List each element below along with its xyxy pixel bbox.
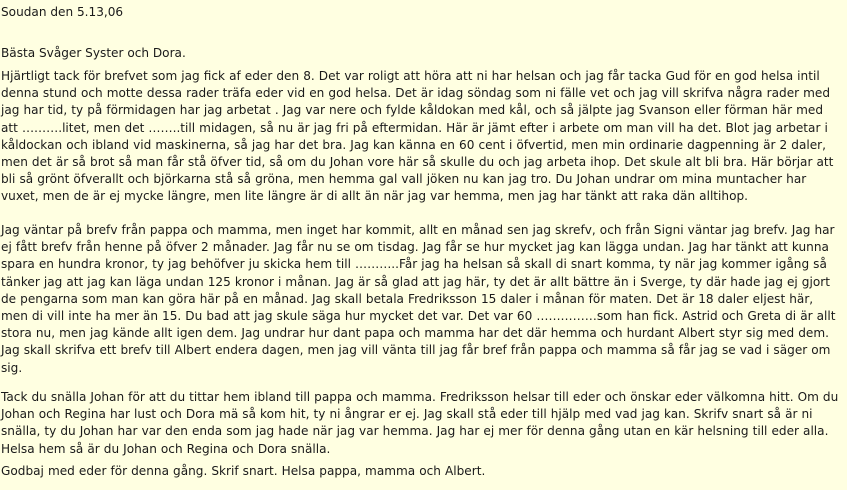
letter-date: Soudan den 5.13,06 bbox=[1, 5, 124, 19]
letter-paragraph: Hjärtligt tack för brefvet som jag fick af eder den 8. Det var roligt att höra att ni har helsan och jag får tacka Gud för en god helsa intil denna stund och motte dessa rader träfa eder vid en god helsa. Det är idag söndag som ni fälle vet och jag vill skrifva några rader med jag har tid, ty på förmidagen har jag arbetat . Jag var nere och fylde kåldokan med kål, och så jälpte jag Svanson eller förman här med att ……….litet, men det ……..till midagen, så nu är jag fri på eftermidan. Här är jämt efter i arbete om man vill ha det. Blot jag arbetar i kåldockan och ibland vid maskinerna, så jag har det bra. Jag kan känna en 60 cent i öfvertid, men min ordinarie dagpenning är 2 daler, men det är så brot så man får stå öfver tid, så om du Johan vore här så skulle du och jag arbeta ihop. Det skule alt bli bra. Här börjar att bli så grönt öfverallt och björkarna stå så gröna, men hemma gal vall jöken nu kan jag tro. Du Johan undrar om mina muntacher har vuxet, men de är ej mycke längre, men lite längre är di allt än när jag var hemma, men jag har tänkt att raka dän alltihop. bbox=[1, 69, 834, 204]
letter-closing: Godbaj med eder för denna gång. Skrif snart. Helsa pappa, mamma och Albert. bbox=[1, 464, 486, 478]
letter-greeting: Bästa Svåger Syster och Dora. bbox=[1, 46, 186, 60]
letter-paragraph: Jag väntar på brefv från pappa och mamma, men inget har kommit, allt en månad sen jag skrefv, och från Signi väntar jag brefv. Jag har ej fått brefv från henne på öfver 2 månader. Jag får nu se om tisdag. Jag får se hur mycket jag kan lägga undan. Jag har tänkt att kunna spara en hundra kronor, ty jag behöfver ju skicka hem till ………..Får jag ha helsan så skall di snart komma, ty när jag kommer igång så tänker jag att jag kan läga undan 125 kronor i månan. Jag är så glad att jag här, ty det är allt bättre än i Sverge, ty där hade jag ej gjort de pengarna som man kan göra här på en månad. Jag skall betala Fredriksson 15 daler i månan för maten. Det är 18 daler eljest här, men di vill inte ha mer än 15. Du bad att jag skule säga hur mycket det var. Det var 60 ……………som han fick. Astrid och Greta di är allt stora nu, men jag kände allt igen dem. Jag undrar hur dant papa och mamma har det där hemma och hurdant Albert styr sig med dem. Jag skall skrifva ett brefv till Albert endera dagen, men jag vill vänta till jag får bref från pappa och mamma så får jag se vad i säger om sig. bbox=[1, 223, 836, 375]
letter-paragraph: Tack du snälla Johan för att du tittar hem ibland till pappa och mamma. Fredriksson helsar till eder och önskar eder välkomna hitt. Om du Johan och Regina har lust och Dora mä så kom hit, ty ni ångrar er ej. Jag skall stå eder till hjälp med vad jag kan. Skrifv snart så är ni snälla, ty du Johan har var den enda som jag hade när jag var hemma. Jag har ej mer för denna gång utan en kär helsning till eder alla. Helsa hem så är du Johan och Regina och Dora snälla. bbox=[1, 390, 839, 456]
